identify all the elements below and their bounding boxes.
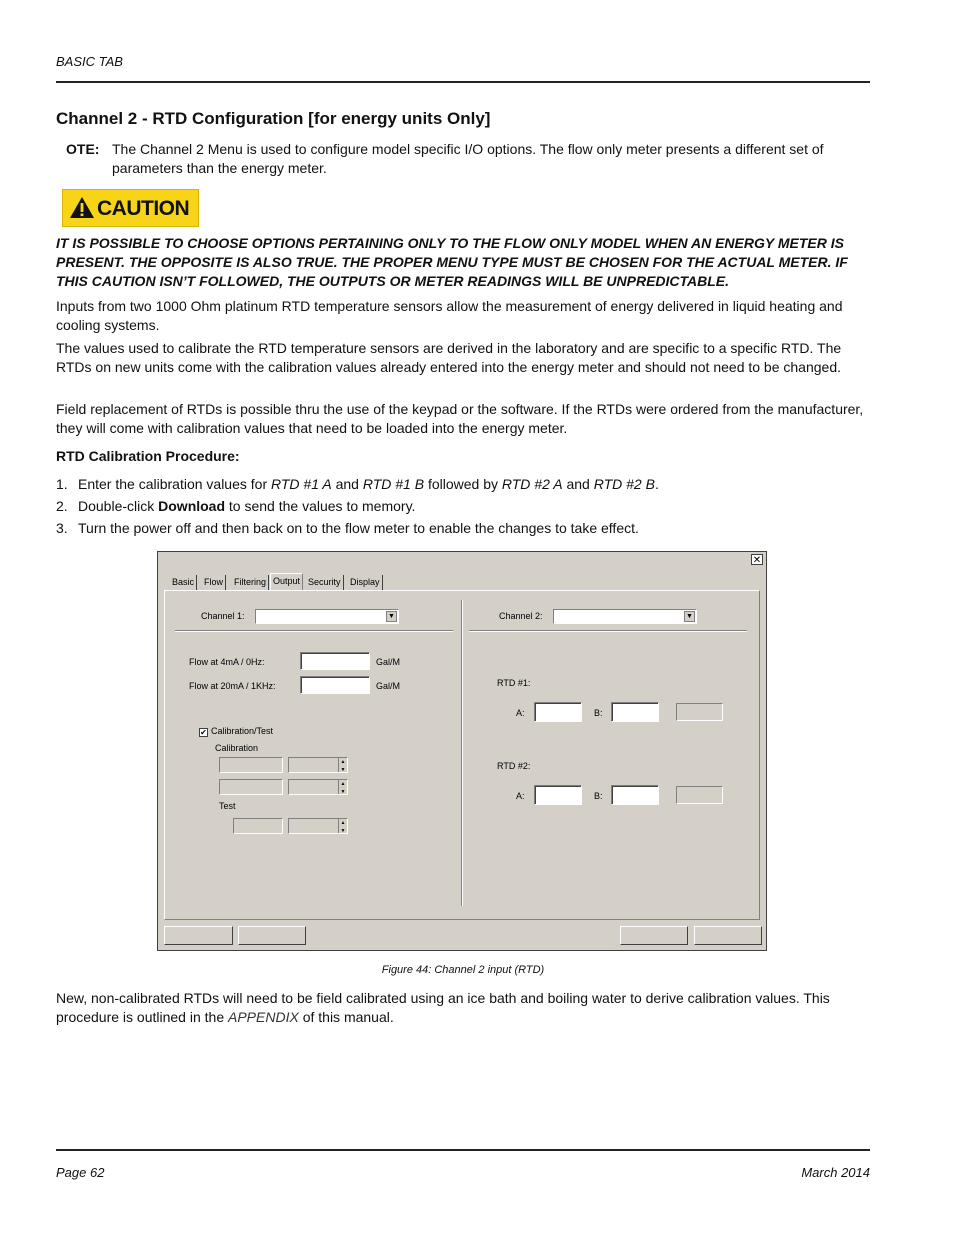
rtd1b-ref: RTD #1 B bbox=[362, 476, 425, 492]
rtd2b-ref: RTD #2 B bbox=[593, 476, 655, 492]
tab-display[interactable]: Display bbox=[348, 575, 383, 590]
step-text-part: to send the values to memory. bbox=[225, 498, 416, 514]
rtd2-a-label: A: bbox=[516, 791, 525, 801]
step-text-part: followed by bbox=[424, 476, 502, 492]
header-rule bbox=[56, 81, 870, 83]
spin-up-icon: ▲ bbox=[340, 820, 346, 826]
closing-text: New, non-calibrated RTDs will need to be field calibrated using an ice bath and boiling water to derive calibration values. This procedure is outlined in the bbox=[56, 990, 830, 1025]
flow-4ma-label: Flow at 4mA / 0Hz: bbox=[189, 657, 265, 667]
spin-up-icon: ▲ bbox=[340, 781, 346, 787]
rtd1-button[interactable] bbox=[676, 703, 723, 721]
flow-20ma-unit: Gal/M bbox=[376, 681, 401, 691]
procedure-step bbox=[56, 475, 870, 494]
flow-20ma-input[interactable] bbox=[300, 676, 370, 694]
paragraph-field-replacement: Field replacement of RTDs is possible thru the use of the keypad or the software. If the RTDs were ordered from the manufacturer, they will come with calibration values that need to be loaded into the energy meter. bbox=[56, 401, 864, 436]
page-number: Page 62 bbox=[56, 1165, 105, 1180]
left-divider bbox=[175, 630, 453, 632]
calibration-spin-1 bbox=[288, 757, 348, 773]
calibration-test-checkbox[interactable]: ✔ bbox=[200, 728, 207, 737]
footer-rule bbox=[56, 1149, 870, 1151]
chevron-down-icon[interactable]: ▼ bbox=[684, 611, 695, 622]
step-text: Turn the power off and then back on to the flow meter to enable the changes to take effect. bbox=[78, 520, 639, 536]
calibration-field-2 bbox=[219, 779, 283, 795]
step-text-part: and bbox=[331, 476, 363, 492]
flow-4ma-input[interactable] bbox=[300, 652, 370, 670]
warning-triangle-icon bbox=[69, 196, 95, 219]
bottom-button-2[interactable] bbox=[238, 926, 306, 945]
step-text-part: Double-click bbox=[78, 498, 159, 514]
calibration-field-1 bbox=[219, 757, 283, 773]
channel2-select[interactable] bbox=[553, 609, 697, 624]
rtd1-a-label: A: bbox=[516, 708, 525, 718]
rtd2-a-input[interactable] bbox=[534, 785, 582, 805]
test-field bbox=[233, 818, 283, 834]
step-number: 1. bbox=[56, 476, 68, 492]
rtd2-b-label: B: bbox=[594, 791, 603, 801]
column-divider bbox=[461, 600, 463, 906]
rtd1-b-label: B: bbox=[594, 708, 603, 718]
paragraph-rtd-inputs: Inputs from two 1000 Ohm platinum RTD temperature sensors allow the measurement of energy delivered in liquid heating and cooling systems. bbox=[56, 298, 843, 333]
appendix-link[interactable]: APPENDIX bbox=[228, 1009, 299, 1025]
step-text-part: . bbox=[654, 476, 659, 492]
dialog-titlebar bbox=[158, 552, 766, 568]
footer-date: March 2014 bbox=[801, 1165, 870, 1180]
step-text-part: and bbox=[562, 476, 594, 492]
spin-arrows-icon bbox=[338, 819, 347, 833]
caution-word: CAUTION bbox=[97, 197, 190, 220]
channel2-dialog bbox=[157, 551, 767, 951]
procedure-step bbox=[56, 519, 870, 538]
closing-paragraph bbox=[56, 989, 870, 1027]
spin-arrows-icon bbox=[338, 758, 347, 772]
tab-output[interactable]: Output bbox=[270, 573, 303, 591]
tab-filtering[interactable]: Filtering bbox=[232, 575, 269, 590]
test-label: Test bbox=[219, 801, 236, 811]
flow-4ma-unit: Gal/M bbox=[376, 657, 401, 667]
calibration-spin-2 bbox=[288, 779, 348, 795]
note-tag: OTE: bbox=[66, 141, 100, 157]
step-text-part: Enter the calibration values for bbox=[78, 476, 271, 492]
spin-down-icon: ▼ bbox=[340, 789, 346, 795]
rtd2-label: RTD #2: bbox=[497, 761, 531, 771]
rtd1-a-input[interactable] bbox=[534, 702, 582, 722]
rtd2-button[interactable] bbox=[676, 786, 723, 804]
tab-basic[interactable]: Basic bbox=[170, 575, 197, 590]
step-text bbox=[78, 475, 868, 494]
closing-text: of this manual. bbox=[298, 1009, 394, 1025]
caution-label bbox=[62, 189, 199, 227]
test-spin bbox=[288, 818, 348, 834]
spin-up-icon: ▲ bbox=[340, 759, 346, 765]
spin-down-icon: ▼ bbox=[340, 828, 346, 834]
rtd1a-ref: RTD #1 A bbox=[271, 476, 332, 492]
flow-20ma-label: Flow at 20mA / 1KHz: bbox=[189, 681, 276, 691]
bottom-button-1[interactable] bbox=[164, 926, 233, 945]
tab-security[interactable]: Security bbox=[306, 575, 344, 590]
spin-down-icon: ▼ bbox=[340, 767, 346, 773]
step-text bbox=[78, 497, 868, 516]
caution-text: IT IS POSSIBLE TO CHOOSE OPTIONS PERTAINING ONLY TO THE FLOW ONLY MODEL WHEN AN ENERGY METER IS PRESENT. THE OPPOSITE IS ALSO TRUE. THE PROPER MENU TYPE MUST BE CHOSEN FOR THE ACTUAL METER. IF THIS CAUTION ISN’T FOLLOWED, THE OUTPUTS OR METER READINGS WILL BE UNPREDICTABLE. bbox=[56, 235, 848, 289]
bottom-button-4[interactable] bbox=[694, 926, 762, 945]
figure-caption: Figure 44: Channel 2 input (RTD) bbox=[381, 964, 545, 976]
bottom-button-3[interactable] bbox=[620, 926, 688, 945]
download-ref: Download bbox=[158, 498, 226, 514]
close-icon[interactable]: ✕ bbox=[752, 555, 762, 566]
procedure-step bbox=[56, 497, 870, 516]
tab-flow[interactable]: Flow bbox=[202, 575, 226, 590]
rtd1-label: RTD #1: bbox=[497, 678, 531, 688]
rtd2-b-input[interactable] bbox=[611, 785, 659, 805]
spin-arrows-icon bbox=[338, 780, 347, 794]
calibration-label: Calibration bbox=[215, 743, 259, 753]
channel1-label: Channel 1: bbox=[201, 611, 245, 621]
step-number: 2. bbox=[56, 498, 68, 514]
calibration-test-label: Calibration/Test bbox=[211, 726, 274, 736]
rtd1-b-input[interactable] bbox=[611, 702, 659, 722]
procedure-title: RTD Calibration Procedure: bbox=[56, 448, 240, 464]
section-heading: Channel 2 - RTD Configuration [for energy units Only] bbox=[56, 109, 491, 128]
chevron-down-icon[interactable]: ▼ bbox=[386, 611, 397, 622]
channel1-select[interactable] bbox=[255, 609, 399, 624]
running-header: BASIC TAB bbox=[56, 54, 123, 69]
channel2-label: Channel 2: bbox=[499, 611, 543, 621]
right-divider bbox=[469, 630, 747, 632]
step-number: 3. bbox=[56, 520, 68, 536]
rtd2a-ref: RTD #2 A bbox=[501, 476, 563, 492]
note-text: The Channel 2 Menu is used to configure model specific I/O options. The flow only meter presents a different set of parameters than the energy meter. bbox=[112, 141, 824, 176]
paragraph-calibration-values: The values used to calibrate the RTD temperature sensors are derived in the laboratory and are specific to a specific RTD. The RTDs on new units come with the calibration values already entered into the energy meter and should not need to be changed. bbox=[56, 340, 842, 375]
